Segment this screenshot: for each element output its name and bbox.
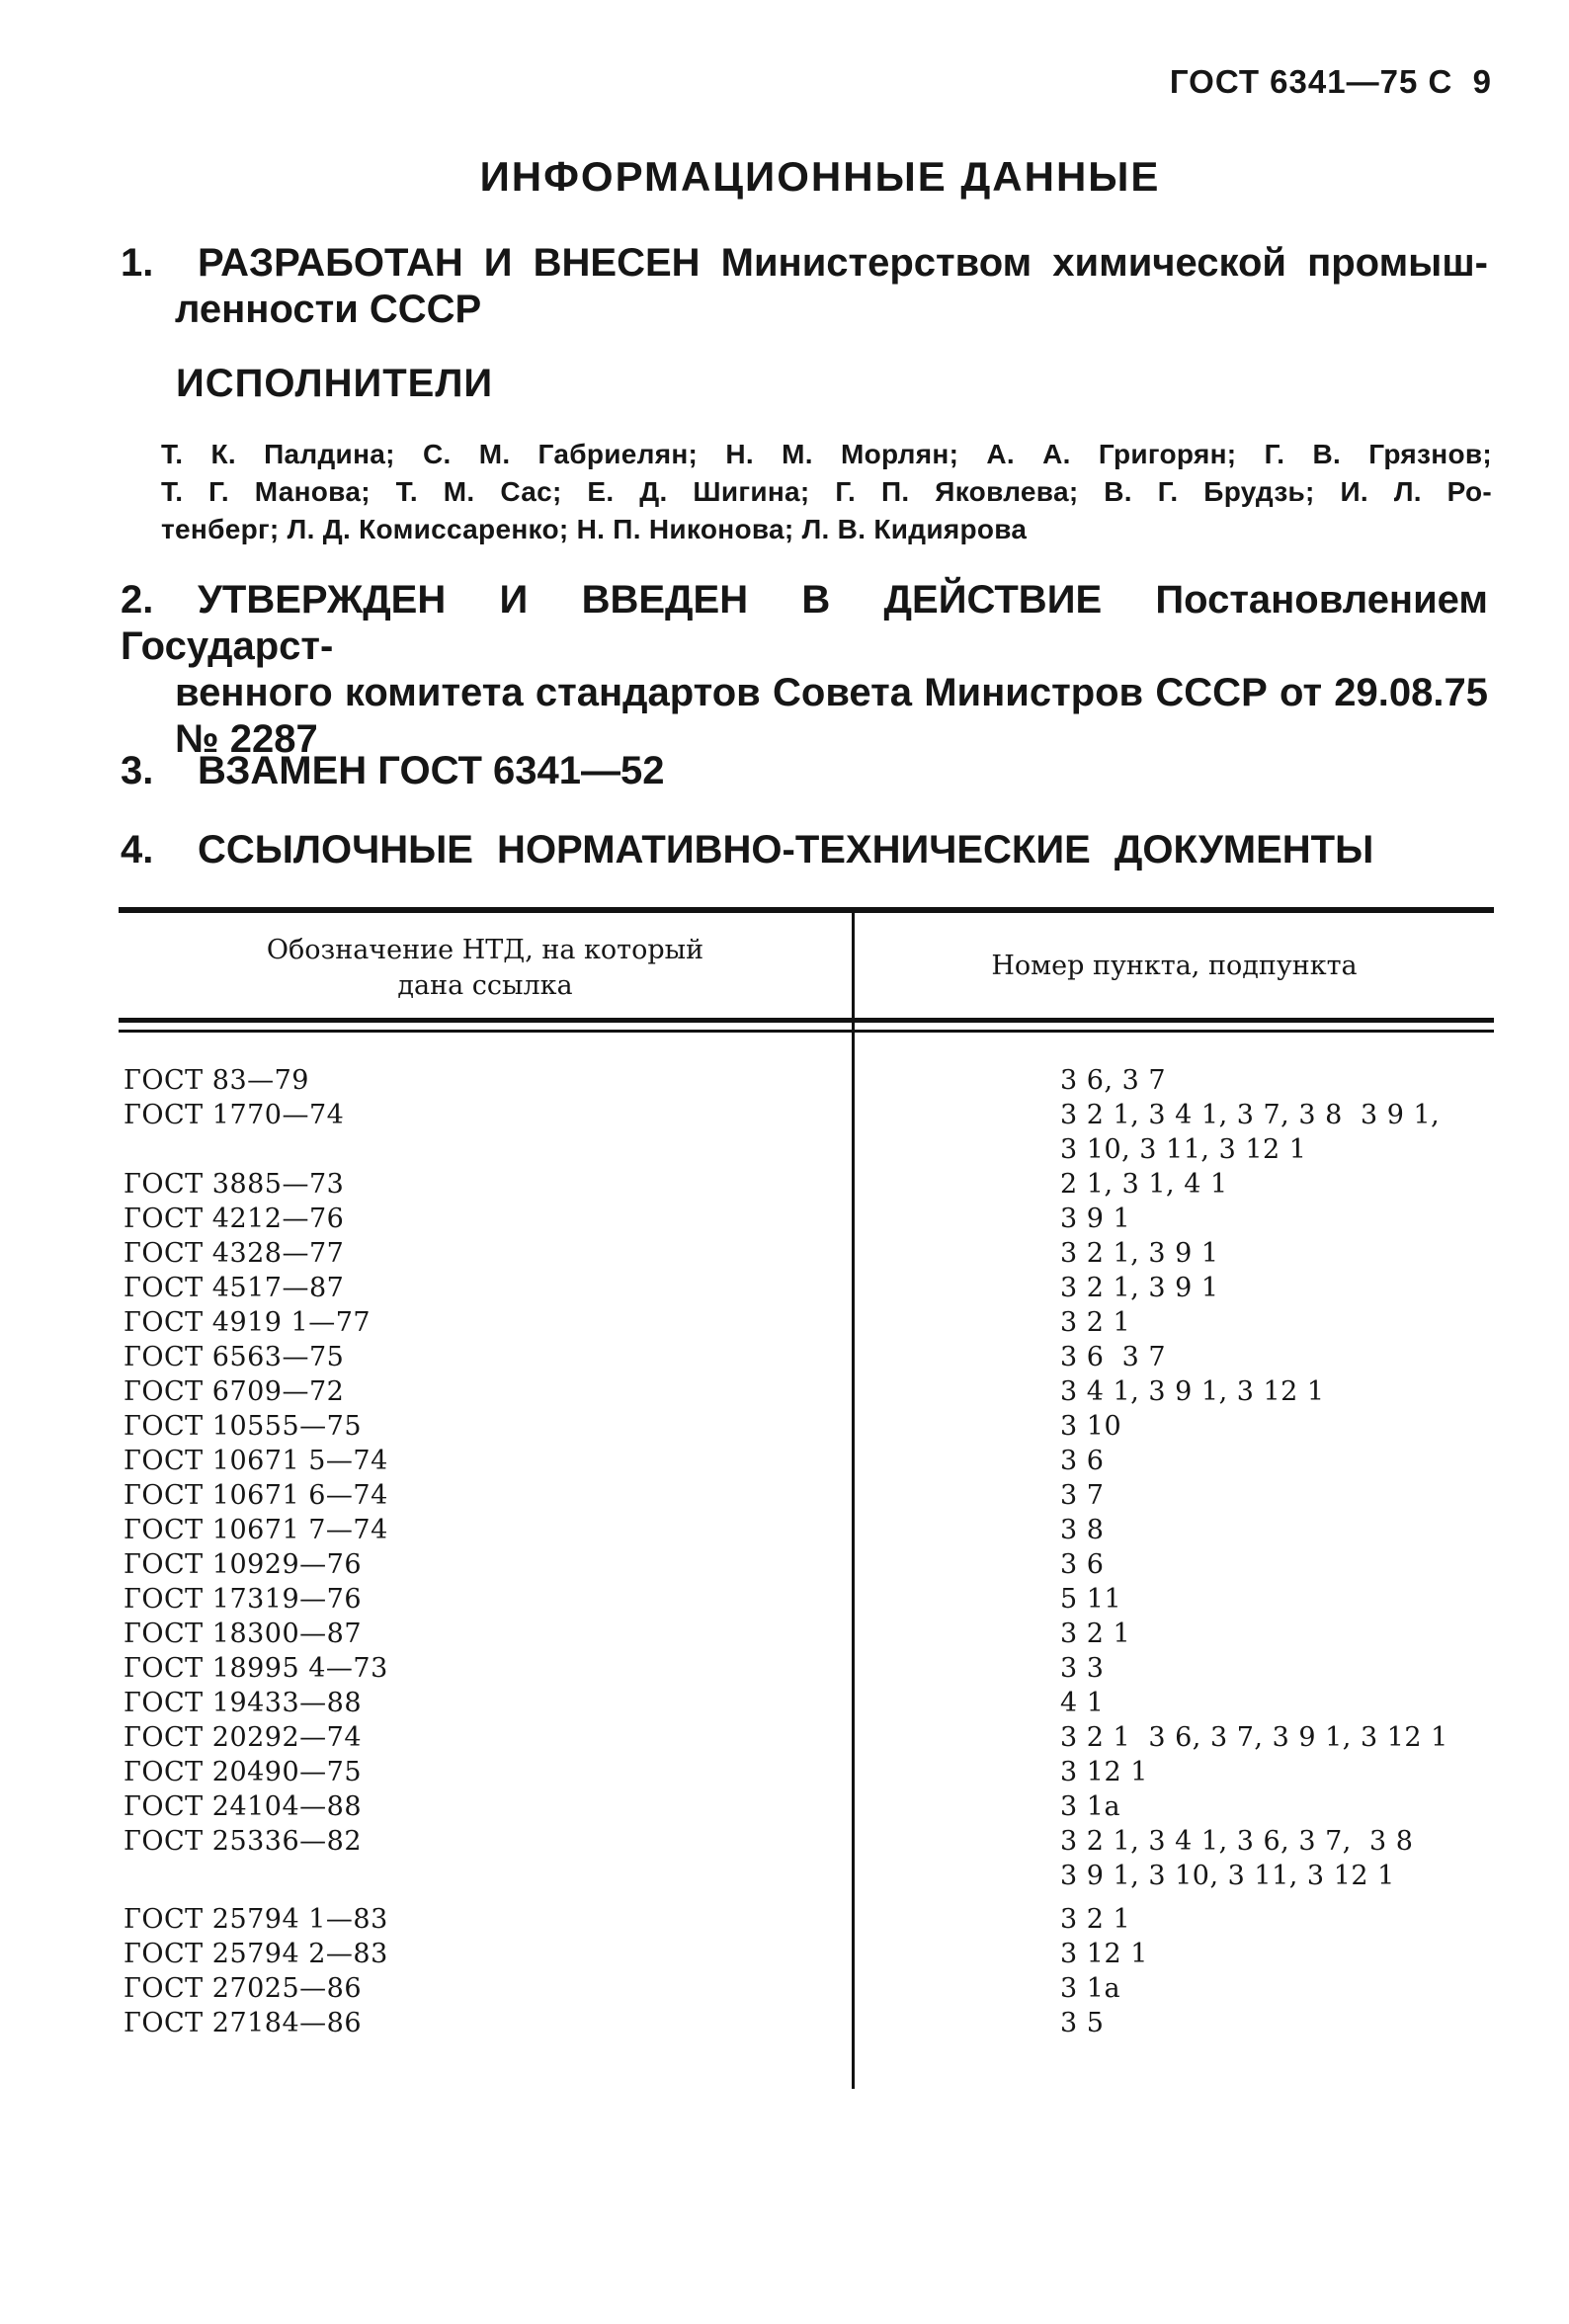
table-row xyxy=(119,1340,1494,1374)
table-row xyxy=(119,1167,1494,1202)
table-col1-header xyxy=(119,933,852,1004)
ntd-cell: ГОСТ 18300—87 xyxy=(124,1618,363,1649)
table-row xyxy=(119,1478,1494,1513)
executor-line: тенберг; Л. Д. Комиссаренко; Н. П. Никонова; Л. В. Кидиярова xyxy=(161,514,1028,544)
page-title: ИНФОРМАЦИОННЫЕ ДАННЫЕ xyxy=(479,153,1161,200)
table-row xyxy=(119,1132,1494,1167)
ref-cell: 3 9 1, 3 10, 3 11, 3 12 1 xyxy=(1060,1861,1395,1891)
section-1 xyxy=(121,240,1488,333)
executors-heading: ИСПОЛНИТЕЛИ xyxy=(176,362,494,405)
table-row xyxy=(119,1063,1494,1098)
ref-cell: 3 2 1 3 6, 3 7, 3 9 1, 3 12 1 xyxy=(1060,1722,1448,1753)
section-number: 4. xyxy=(121,828,154,872)
section-number: 1. xyxy=(121,241,154,285)
table-row xyxy=(119,1582,1494,1617)
ntd-cell: ГОСТ 10671 7—74 xyxy=(124,1515,388,1545)
ref-cell: 3 5 xyxy=(1060,2008,1105,2038)
table-row xyxy=(119,1513,1494,1547)
ntd-cell: ГОСТ 27025—86 xyxy=(124,1973,363,2004)
table-row xyxy=(119,1202,1494,1236)
ntd-cell: ГОСТ 4919 1—77 xyxy=(124,1307,372,1338)
section-2-line-2: венного комитета стандартов Совета Министров СССР от 29.08.75 xyxy=(175,671,1488,714)
table-row xyxy=(119,1755,1494,1789)
ref-cell: 4 1 xyxy=(1060,1688,1105,1718)
section-text: РАЗРАБОТАН И ВНЕСЕН Министерством химической промыш- xyxy=(198,241,1488,285)
table-row xyxy=(119,1547,1494,1582)
table-row xyxy=(119,1236,1494,1271)
ntd-cell: ГОСТ 18995 4—73 xyxy=(124,1653,388,1684)
table-row xyxy=(119,1971,1494,2006)
ntd-cell: ГОСТ 24104—88 xyxy=(124,1791,363,1822)
section-text: УТВЕРЖДЕН И ВВЕДЕН В ДЕЙСТВИЕ Постановлением Государст- xyxy=(121,578,1488,668)
section-1-line-1 xyxy=(121,240,1488,287)
executor-line: Т. К. Палдина; С. М. Габриелян; Н. М. Морлян; А. А. Григорян; Г. В. Грязнов; xyxy=(161,439,1492,469)
ref-cell: 3 2 1, 3 9 1 xyxy=(1060,1238,1219,1269)
section-4-line-1 xyxy=(121,827,1488,873)
table-row xyxy=(119,1789,1494,1824)
table-row xyxy=(119,1098,1494,1132)
ntd-cell: ГОСТ 20292—74 xyxy=(124,1722,363,1753)
table-row xyxy=(119,1617,1494,1651)
section-2 xyxy=(121,577,1488,763)
ref-cell: 3 10 xyxy=(1060,1411,1122,1442)
table-row xyxy=(119,1937,1494,1971)
section-number: 3. xyxy=(121,749,154,792)
table-row xyxy=(119,1409,1494,1444)
table-row xyxy=(119,1720,1494,1755)
ntd-cell: ГОСТ 10671 5—74 xyxy=(124,1446,388,1476)
ref-cell: 2 1, 3 1, 4 1 xyxy=(1060,1169,1228,1200)
table-row xyxy=(119,1271,1494,1305)
table-row xyxy=(119,1824,1494,1859)
section-2-line-3: № 2287 xyxy=(175,717,318,761)
ntd-cell: ГОСТ 20490—75 xyxy=(124,1757,363,1787)
ref-cell: 3 2 1 xyxy=(1060,1307,1131,1338)
executors-paragraph xyxy=(161,436,1492,548)
ref-cell: 3 9 1 xyxy=(1060,1204,1131,1234)
ntd-cell: ГОСТ 19433—88 xyxy=(124,1688,363,1718)
ntd-cell: ГОСТ 25794 2—83 xyxy=(124,1939,388,1969)
table-col1-header-line: дана ссылка xyxy=(397,970,573,1001)
ntd-cell: ГОСТ 1770—74 xyxy=(124,1100,345,1130)
ref-cell: 3 2 1 xyxy=(1060,1618,1131,1649)
section-text: ССЫЛОЧНЫЕ НОРМАТИВНО-ТЕХНИЧЕСКИЕ ДОКУМЕНТЫ xyxy=(198,828,1374,872)
ntd-cell: ГОСТ 17319—76 xyxy=(124,1584,363,1615)
references-table-body xyxy=(119,1063,1494,2040)
ntd-cell: ГОСТ 10671 6—74 xyxy=(124,1480,388,1511)
ref-cell: 3 6 xyxy=(1060,1549,1105,1580)
table-header-double-rule xyxy=(119,1030,1494,1033)
ntd-cell: ГОСТ 83—79 xyxy=(124,1065,309,1096)
ntd-cell: ГОСТ 25794 1—83 xyxy=(124,1904,388,1935)
section-1-line-2: ленности СССР xyxy=(175,288,482,331)
ref-cell: 3 1a xyxy=(1060,1973,1121,2004)
table-header-double-rule xyxy=(119,1018,1494,1023)
ref-cell: 3 2 1 xyxy=(1060,1904,1131,1935)
ntd-cell: ГОСТ 6563—75 xyxy=(124,1342,345,1372)
executor-line: Т. Г. Манова; Т. М. Сас; Е. Д. Шигина; Г. П. Яковлева; В. Г. Брудзь; И. Л. Ро- xyxy=(161,476,1492,507)
table-row xyxy=(119,1859,1494,1893)
section-number: 2. xyxy=(121,578,154,622)
ntd-cell xyxy=(119,1132,852,1167)
section-text: ВЗАМЕН ГОСТ 6341—52 xyxy=(198,749,665,792)
ref-cell: 3 6 xyxy=(1060,1446,1105,1476)
ref-cell: 3 8 xyxy=(1060,1515,1105,1545)
section-3 xyxy=(121,748,1488,794)
table-row xyxy=(119,1902,1494,1937)
table-row xyxy=(119,1374,1494,1409)
table-col1-header-line: Обозначение НТД, на который xyxy=(266,935,704,965)
ref-cell: 3 12 1 xyxy=(1060,1757,1148,1787)
ref-cell: 3 1a xyxy=(1060,1791,1121,1822)
section-2-line-1 xyxy=(121,577,1488,670)
table-top-rule xyxy=(119,907,1494,913)
table-row xyxy=(119,1305,1494,1340)
ref-cell: 3 2 1, 3 9 1 xyxy=(1060,1273,1219,1303)
section-4 xyxy=(121,827,1488,873)
ref-cell: 3 3 xyxy=(1060,1653,1105,1684)
table-col2-header: Номер пункта, подпункта xyxy=(991,951,1358,981)
ntd-cell: ГОСТ 10929—76 xyxy=(124,1549,363,1580)
ref-cell: 3 7 xyxy=(1060,1480,1105,1511)
ntd-cell: ГОСТ 4212—76 xyxy=(124,1204,345,1234)
ref-cell: 3 2 1, 3 4 1, 3 7, 3 8 3 9 1, xyxy=(1060,1100,1441,1130)
ntd-cell: ГОСТ 27184—86 xyxy=(124,2008,363,2038)
ntd-cell xyxy=(119,1859,852,1893)
table-row xyxy=(119,1651,1494,1686)
ntd-cell: ГОСТ 3885—73 xyxy=(124,1169,345,1200)
gost-page-header: ГОСТ 6341—75 С 9 xyxy=(1169,63,1492,100)
ref-cell: 3 2 1, 3 4 1, 3 6, 3 7, 3 8 xyxy=(1060,1826,1414,1857)
ntd-cell: ГОСТ 10555—75 xyxy=(124,1411,363,1442)
section-3-line-1 xyxy=(121,748,1488,794)
table-row xyxy=(119,1444,1494,1478)
ref-cell: 3 6, 3 7 xyxy=(1060,1065,1167,1096)
ntd-cell: ГОСТ 4328—77 xyxy=(124,1238,345,1269)
ref-cell: 3 10, 3 11, 3 12 1 xyxy=(1060,1134,1307,1165)
table-row xyxy=(119,2006,1494,2040)
ref-cell: 3 12 1 xyxy=(1060,1939,1148,1969)
ref-cell: 3 6 3 7 xyxy=(1060,1342,1167,1372)
ntd-cell: ГОСТ 25336—82 xyxy=(124,1826,363,1857)
ref-cell: 5 11 xyxy=(1060,1584,1122,1615)
ref-cell: 3 4 1, 3 9 1, 3 12 1 xyxy=(1060,1376,1325,1407)
table-row xyxy=(119,1686,1494,1720)
ntd-cell: ГОСТ 6709—72 xyxy=(124,1376,345,1407)
ntd-cell: ГОСТ 4517—87 xyxy=(124,1273,345,1303)
